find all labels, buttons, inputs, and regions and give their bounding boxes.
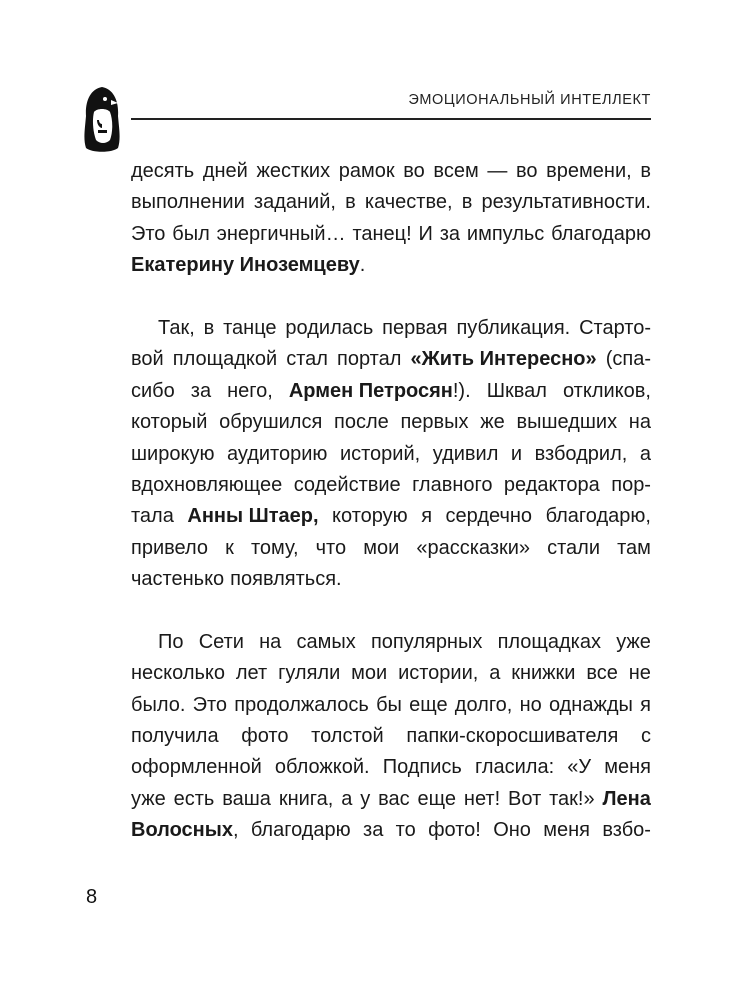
word: аудиторию	[226, 442, 328, 465]
word: откликов,	[563, 379, 651, 402]
word: Оно	[493, 819, 531, 842]
penguin-icon	[80, 84, 124, 154]
word: которую	[332, 505, 408, 528]
word: ваша	[222, 787, 271, 810]
word: площадкой	[172, 348, 278, 371]
word: публикация.	[456, 316, 571, 339]
word: сибо	[131, 379, 175, 402]
running-header: ЭМОЦИОНАЛЬНЫЙ ИНТЕЛЛЕКТ	[408, 92, 651, 108]
word: энергичный…	[216, 222, 346, 245]
word: вышедших	[516, 411, 618, 434]
word: Так,	[158, 316, 195, 339]
word: все	[586, 662, 618, 685]
word: мои	[351, 662, 388, 685]
word: «рассказки»	[416, 536, 531, 559]
word: оформленной	[131, 756, 262, 779]
text-line	[131, 815, 651, 846]
word: вой	[131, 348, 164, 371]
word: продолжалось	[234, 693, 369, 716]
word: несколько	[131, 662, 226, 685]
word: взбодрил,	[534, 442, 628, 465]
text-line	[131, 501, 651, 532]
text-line	[131, 627, 651, 658]
word: родилась	[285, 316, 374, 339]
word: был	[172, 222, 210, 245]
word: Шквал	[486, 379, 547, 402]
word: но	[519, 693, 542, 716]
word: там	[617, 536, 651, 559]
word: взбо-	[602, 819, 651, 842]
word: лет	[235, 662, 268, 685]
text-line	[131, 470, 651, 501]
word: Подпись	[382, 756, 462, 779]
word: в	[640, 160, 651, 182]
word: на	[259, 630, 282, 653]
word: широкую	[131, 442, 215, 465]
text-line	[131, 658, 651, 689]
word: уже	[616, 630, 651, 653]
word: гуляли	[278, 662, 341, 685]
text-line	[131, 533, 651, 564]
word: сердечно	[445, 505, 533, 528]
word: и	[510, 442, 523, 465]
word: площадках	[497, 630, 601, 653]
word: .	[359, 254, 366, 277]
word: содействие	[293, 473, 401, 496]
word: не	[628, 662, 651, 685]
word: толстой	[311, 725, 384, 748]
word: а	[639, 442, 651, 465]
word: самых	[296, 630, 356, 653]
word: И	[418, 222, 433, 245]
text-line	[131, 407, 651, 438]
word: в	[345, 191, 356, 214]
word: благодарю,	[545, 505, 651, 528]
word: благодарю	[250, 819, 351, 842]
word: так!»	[549, 787, 595, 810]
word: Вот	[508, 787, 542, 810]
word-group	[131, 815, 239, 846]
word: выполнении	[131, 191, 245, 214]
word: пор-	[611, 473, 651, 496]
word: дней	[202, 160, 248, 182]
text-line	[131, 187, 651, 218]
text-line	[131, 752, 651, 783]
word: него,	[227, 379, 273, 402]
word: —	[487, 160, 508, 182]
word: есть	[173, 787, 215, 810]
word: Сети	[198, 630, 244, 653]
text-line	[131, 376, 651, 407]
word: благодарю	[551, 222, 651, 245]
word: заданий,	[253, 191, 336, 214]
paragraph-gap	[131, 282, 651, 313]
word: в	[203, 316, 215, 339]
word: портал	[337, 348, 402, 371]
word: на	[628, 411, 651, 434]
text-line	[131, 564, 651, 595]
word: гласила:	[474, 756, 555, 779]
word: частенько	[131, 568, 225, 591]
word: танец!	[352, 222, 412, 245]
word: Это	[192, 693, 228, 716]
word: историй,	[339, 442, 421, 465]
word: редактора	[503, 473, 600, 496]
word: Старто-	[579, 316, 651, 339]
bold-word: Екатерину Иноземцеву	[131, 254, 360, 277]
word: книжки	[511, 662, 576, 685]
word: тала	[131, 505, 174, 528]
word-group	[289, 376, 471, 407]
word: обрушился	[219, 411, 323, 434]
word: жестких	[256, 160, 331, 182]
word: «У	[567, 756, 592, 779]
word: стал	[286, 348, 328, 371]
word: а	[341, 787, 353, 810]
word: папки-скоросшивателя	[406, 725, 619, 748]
page-number: 8	[86, 886, 98, 908]
word: тому,	[250, 536, 299, 559]
word: ,	[232, 819, 239, 842]
text-line	[131, 344, 651, 375]
word: я	[421, 505, 433, 528]
word: удивил	[432, 442, 499, 465]
word: бы	[376, 693, 402, 716]
paragraph-gap	[131, 595, 651, 626]
word: первых	[400, 411, 469, 434]
word: в	[461, 191, 473, 214]
word: я	[640, 693, 651, 716]
word: популярных	[370, 630, 483, 653]
word: долго,	[454, 693, 513, 716]
word: обложкой.	[274, 756, 370, 779]
word: за	[439, 222, 461, 245]
word: однажды	[548, 693, 633, 716]
word: получила	[131, 725, 219, 748]
text-line	[131, 156, 651, 187]
bold-word: Анны Штаер,	[187, 505, 319, 528]
word: после	[334, 411, 389, 434]
bold-word: Армен Петросян	[288, 379, 453, 402]
word: мои	[363, 536, 400, 559]
word: же	[480, 411, 505, 434]
text-line	[131, 784, 651, 815]
word: было.	[131, 693, 186, 716]
text-line	[131, 721, 651, 752]
word: фото	[241, 725, 289, 748]
bold-word: Волосных	[131, 819, 233, 842]
word: главного	[412, 473, 493, 496]
word: то	[395, 819, 416, 842]
body-text	[131, 156, 651, 847]
word: результативности.	[481, 191, 651, 214]
word: По	[158, 630, 184, 653]
word: импульс	[466, 222, 545, 245]
word: десять	[131, 160, 195, 182]
word: истории,	[398, 662, 479, 685]
word: что	[315, 536, 347, 559]
word: за	[363, 819, 384, 842]
word: меня	[543, 819, 591, 842]
text-line	[131, 219, 651, 250]
word: меня	[604, 756, 651, 779]
word: фото!	[428, 819, 481, 842]
word: вдохновляющее	[131, 473, 283, 496]
word: всем	[433, 160, 479, 182]
text-line	[131, 690, 651, 721]
word: уже	[131, 787, 166, 810]
word: с	[640, 725, 651, 748]
word: нет!	[463, 787, 501, 810]
word: еще	[409, 693, 448, 716]
word: вас	[378, 787, 410, 810]
word: книга,	[278, 787, 334, 810]
text-line	[131, 313, 651, 344]
bold-word: «Жить Интересно»	[410, 348, 597, 371]
word: рамок	[338, 160, 395, 182]
word: еще	[417, 787, 457, 810]
word: во	[403, 160, 425, 182]
word: а	[489, 662, 501, 685]
text-line	[131, 250, 651, 281]
word: !).	[452, 379, 471, 402]
word: (спа-	[605, 348, 651, 371]
bold-word: Лена	[602, 787, 651, 810]
word: к	[225, 536, 234, 559]
text-line	[131, 439, 651, 470]
word: качестве,	[364, 191, 453, 214]
word: Это	[131, 222, 166, 245]
word: появляться.	[230, 568, 342, 591]
word: времени,	[546, 160, 632, 182]
word: танце	[223, 316, 277, 339]
word: который	[131, 411, 208, 434]
word: за	[190, 379, 212, 402]
word: стали	[547, 536, 601, 559]
word: у	[360, 787, 371, 810]
word: привело	[131, 536, 209, 559]
word: первая	[382, 316, 448, 339]
word-group	[131, 250, 371, 281]
word: во	[515, 160, 538, 182]
header-divider	[131, 118, 651, 120]
